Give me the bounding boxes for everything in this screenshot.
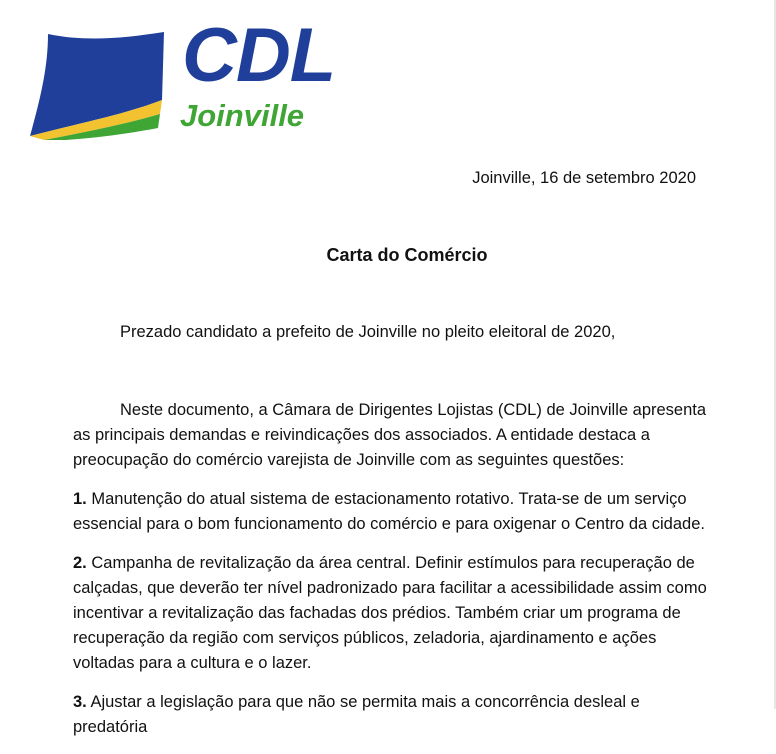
- cdl-logo-mark-icon: [26, 28, 176, 140]
- letter-title: Carta do Comércio: [326, 245, 488, 265]
- list-item: [73, 551, 709, 676]
- letter-date: Joinville, 16 de setembro 2020: [472, 169, 696, 187]
- letter-greeting: Prezado candidato a prefeito de Joinville no pleito eleitoral de 2020,: [120, 323, 616, 341]
- item-number: 1.: [73, 490, 87, 508]
- logo-joinville-text: Joinville: [180, 98, 305, 133]
- logo-cdl-text: CDL: [182, 13, 336, 98]
- cdl-joinville-logo: [26, 13, 346, 142]
- list-item: [73, 487, 709, 537]
- list-item: [73, 690, 709, 740]
- letter-body: [73, 398, 709, 754]
- item-number: 2.: [73, 554, 87, 572]
- intro-paragraph: Neste documento, a Câmara de Dirigentes Lojistas (CDL) de Joinville apresenta as principais demandas e reivindicações dos associados. A entidade destaca a preocupação do comércio varejista de Joinville com as seguintes questões:: [73, 401, 707, 469]
- item-number: 3.: [73, 693, 87, 711]
- item-text: Ajustar a legislação para que não se permita mais a concorrência desleal e predatória: [73, 693, 640, 736]
- item-text: Campanha de revitalização da área central. Definir estímulos para recuperação de calçadas, que deverão ter nível padronizado para facilitar a acessibilidade assim como incentivar a revitalização das fachadas dos prédios. Também criar um programa de recuperação da região com serviços públicos, zeladoria, ajardinamento e ações voltadas para a cultura e o lazer.: [73, 554, 707, 672]
- item-text: Manutenção do atual sistema de estacionamento rotativo. Trata-se de um serviço essencial para o bom funcionamento do comércio e para oxigenar o Centro da cidade.: [73, 490, 705, 533]
